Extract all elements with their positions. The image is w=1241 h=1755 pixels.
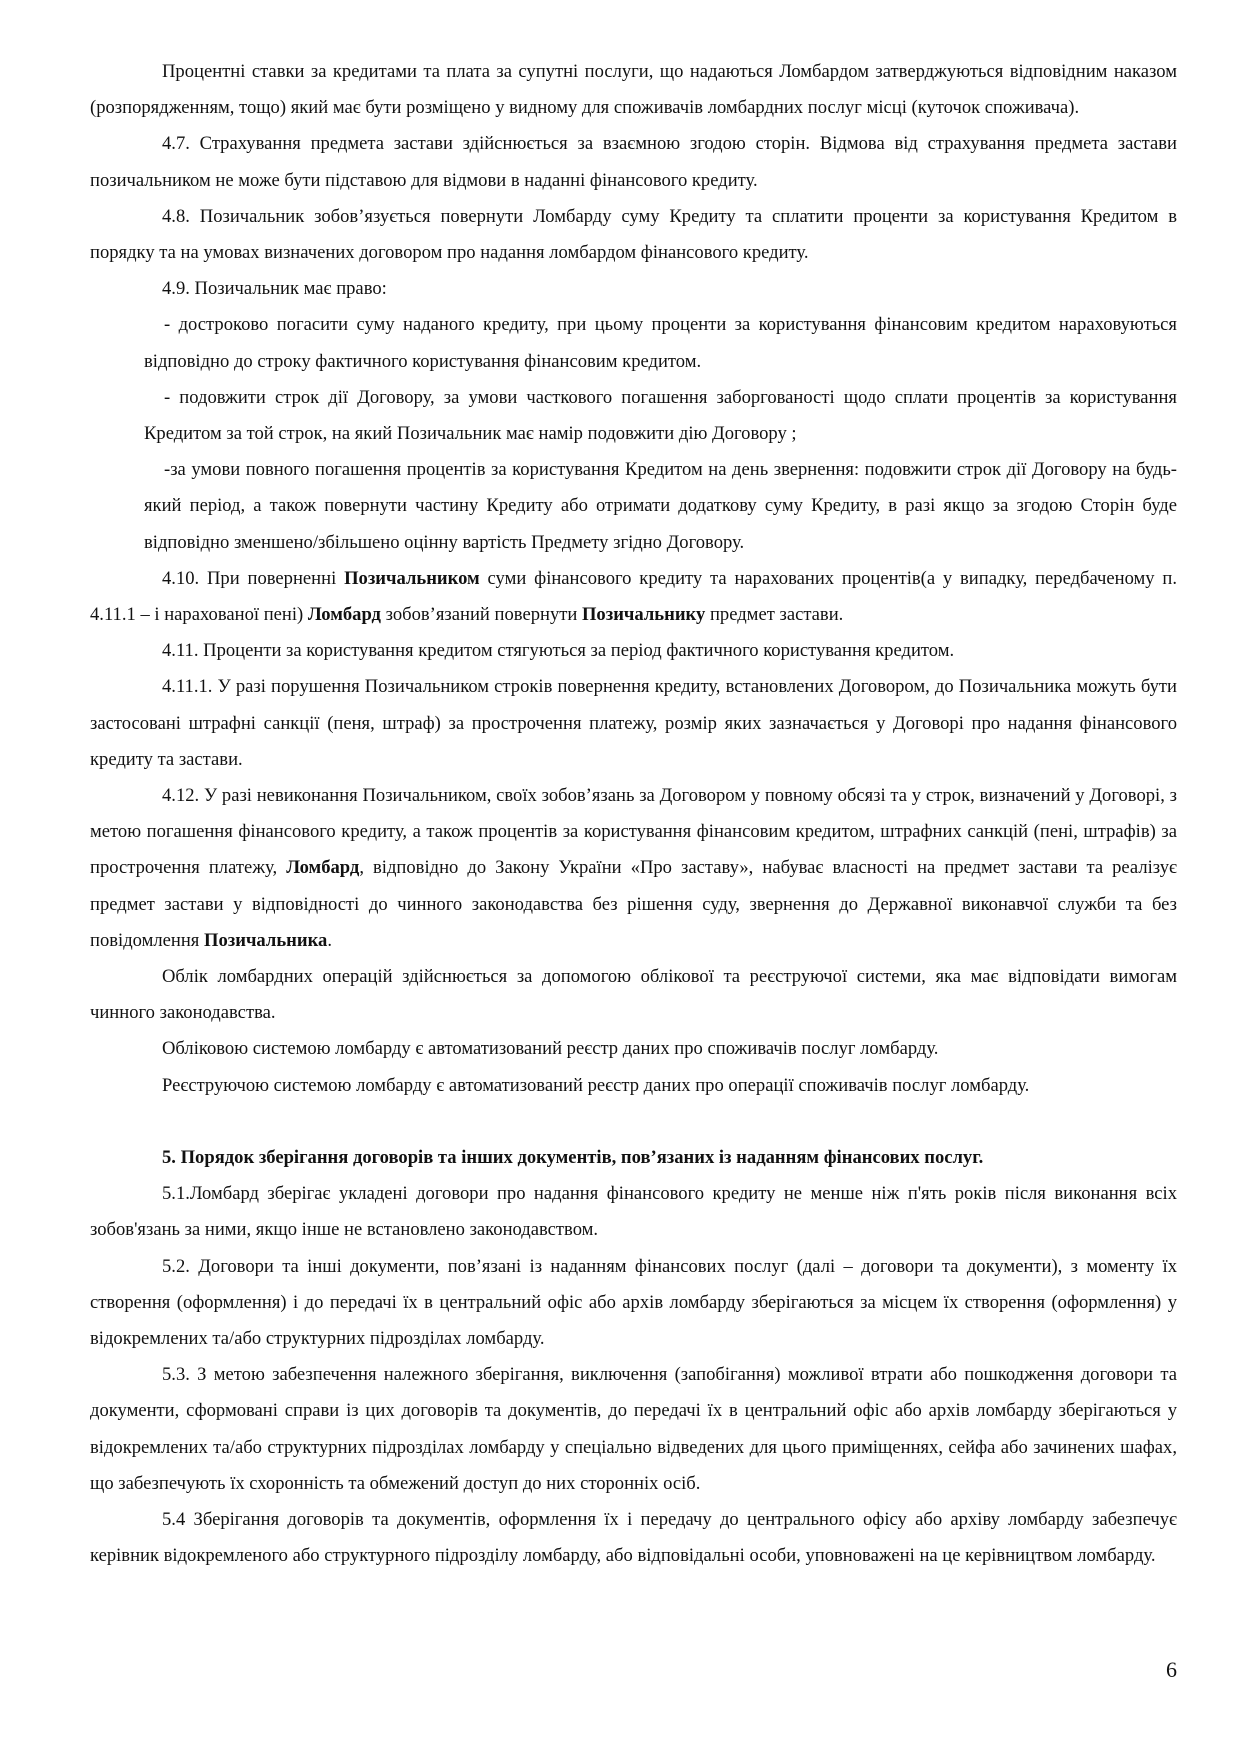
text-run: .: [327, 929, 332, 951]
paragraph-accounting: Облік ломбардних операцій здійснюється за допомогою облікової та реєструючої системи, яка має відповідати вимогам чинного законодавства.: [90, 966, 1177, 1024]
paragraph-4-11-1: 4.11.1. У разі порушення Позичальником строків повернення кредиту, встановлених Договором, до Позичальника можуть бути застосовані штрафні санкції (пеня, штраф) за прострочення платежу, розмір яких зазначається у Договорі про надання фінансового кредиту та застави.: [90, 676, 1177, 770]
text-run: 4.10. При поверненні: [162, 567, 345, 589]
paragraph-4-10: [90, 561, 1177, 633]
paragraph-4-11: 4.11. Проценти за користування кредитом стягуються за період фактичного користування кредитом.: [162, 640, 955, 662]
page-number: 6: [1166, 1657, 1177, 1682]
text-run: , відповідно до Закону України «Про заставу», набуває власності на предмет застави та реалізує предмет застави у відповідності до чинного законодавства без рішення суду, звернення до Державної виконавчої служби та без повідомлення: [90, 857, 1178, 951]
bold-borrower: Позичальника: [204, 929, 328, 951]
paragraph-accounting-system: Обліковою системою ломбарду є автоматизований реєстр даних про споживачів послуг ломбарду.: [162, 1038, 939, 1060]
paragraph-5-1: 5.1.Ломбард зберігає укладені договори про надання фінансового кредиту не менше ніж п'ять років після виконання всіх зобов'язань за ними, якщо інше не встановлено законодавством.: [90, 1183, 1177, 1241]
bold-lombard: Ломбард: [286, 857, 360, 879]
paragraph-5-3: 5.3. З метою забезпечення належного зберігання, виключення (запобігання) можливої втрати або пошкодження договори та документи, сформовані справи із цих договорів та документів, до передачі їх в центральний офіс або архів ломбарду зберігаються у відокремлених та/або структурних підрозділах ломбарду у спеціально відведених для цього приміщеннях, сейфа або зачинених шафах, що забезпечують їх схоронність та обмежений доступ до них сторонніх осіб.: [90, 1364, 1177, 1494]
paragraph-5-2: 5.2. Договори та інші документи, пов’язані із наданням фінансових послуг (далі – договори та документи), з моменту їх створення (оформлення) і до передачі їх в центральний офіс або архів ломбарду зберігаються за місцем їх створення (оформлення) у відокремлених та/або структурних підрозділах ломбарду.: [90, 1255, 1177, 1349]
text-run: зобов’язаний повернути: [380, 604, 582, 626]
paragraph-4-7: 4.7. Страхування предмета застави здійснюється за взаємною згодою сторін. Відмова від страхування предмета застави позичальником не може бути підставою для відмови в наданні фінансового кредиту.: [90, 133, 1177, 191]
bold-borrower: Позичальнику: [581, 604, 706, 626]
bold-borrower: Позичальником: [344, 567, 480, 589]
paragraph-4-12: [90, 778, 1177, 959]
paragraph-4-9-item-2: - подовжити строк дії Договору, за умови часткового погашення заборгованості щодо сплати процентів за користування Кредитом за той строк, на який Позичальник має намір подовжити дію Договору ;: [144, 386, 1177, 445]
paragraph-interest-rates: Процентні ставки за кредитами та плата за супутні послуги, що надаються Ломбардом затверджуються відповідним наказом (розпорядженням, тощо) який має бути розміщено у видному для споживачів ломбардних послуг місці (куточок споживача).: [90, 61, 1177, 119]
text-run: предмет застави.: [705, 604, 844, 626]
paragraph-4-9-item-3: -за умови повного погашення процентів за користування Кредитом на день звернення: подовжити строк дії Договору на будь-який період, а також повернути частину Кредиту або отримати додаткову суму Кредиту, в разі якщо за згодою Сторін буде відповідно зменшено/збільшено оцінну вартість Предмету згідно Договору.: [144, 459, 1177, 553]
paragraph-5-4: 5.4 Зберігання договорів та документів, оформлення їх і передачу до центрального офісу або архіву ломбарду забезпечує керівник відокремленого або структурного підрозділу ломбарду, або відповідальні особи, уповноважені на це керівництвом ломбарду.: [90, 1508, 1177, 1567]
paragraph-registry-system: Реєструючою системою ломбарду є автоматизований реєстр даних про операції споживачів послуг ломбарду.: [162, 1074, 1030, 1096]
paragraph-4-8: 4.8. Позичальник зобов’язується повернути Ломбарду суму Кредиту та сплатити проценти за користування Кредитом в порядку та на умовах визначених договором про надання ломбардом фінансового кредиту.: [90, 205, 1177, 264]
paragraph-4-9: 4.9. Позичальник має право:: [162, 278, 387, 300]
bold-lombard: Ломбард: [307, 604, 381, 626]
paragraph-4-9-item-1: - достроково погасити суму наданого кредиту, при цьому проценти за користування фінансовим кредитом нараховуються відповідно до строку фактичного користування фінансовим кредитом.: [144, 314, 1177, 372]
section-5-heading: 5. Порядок зберігання договорів та інших документів, пов’язаних із наданням фінансових послуг.: [162, 1146, 984, 1168]
text-run: 4.12. У разі невиконання Позичальником, своїх зобов’язань за Договором у повному обсязі та у строк, визначений у Договорі, з метою погашення фінансового кредиту, а також процентів за користування фінансовим кредитом, штрафних санкцій (пені, штрафів) за прострочення платежу,: [90, 785, 1177, 879]
text-run: суми фінансового кредиту та нарахованих процентів(а у випадку, передбаченому п. 4.11.1 – і нарахованої пені): [90, 567, 1178, 626]
